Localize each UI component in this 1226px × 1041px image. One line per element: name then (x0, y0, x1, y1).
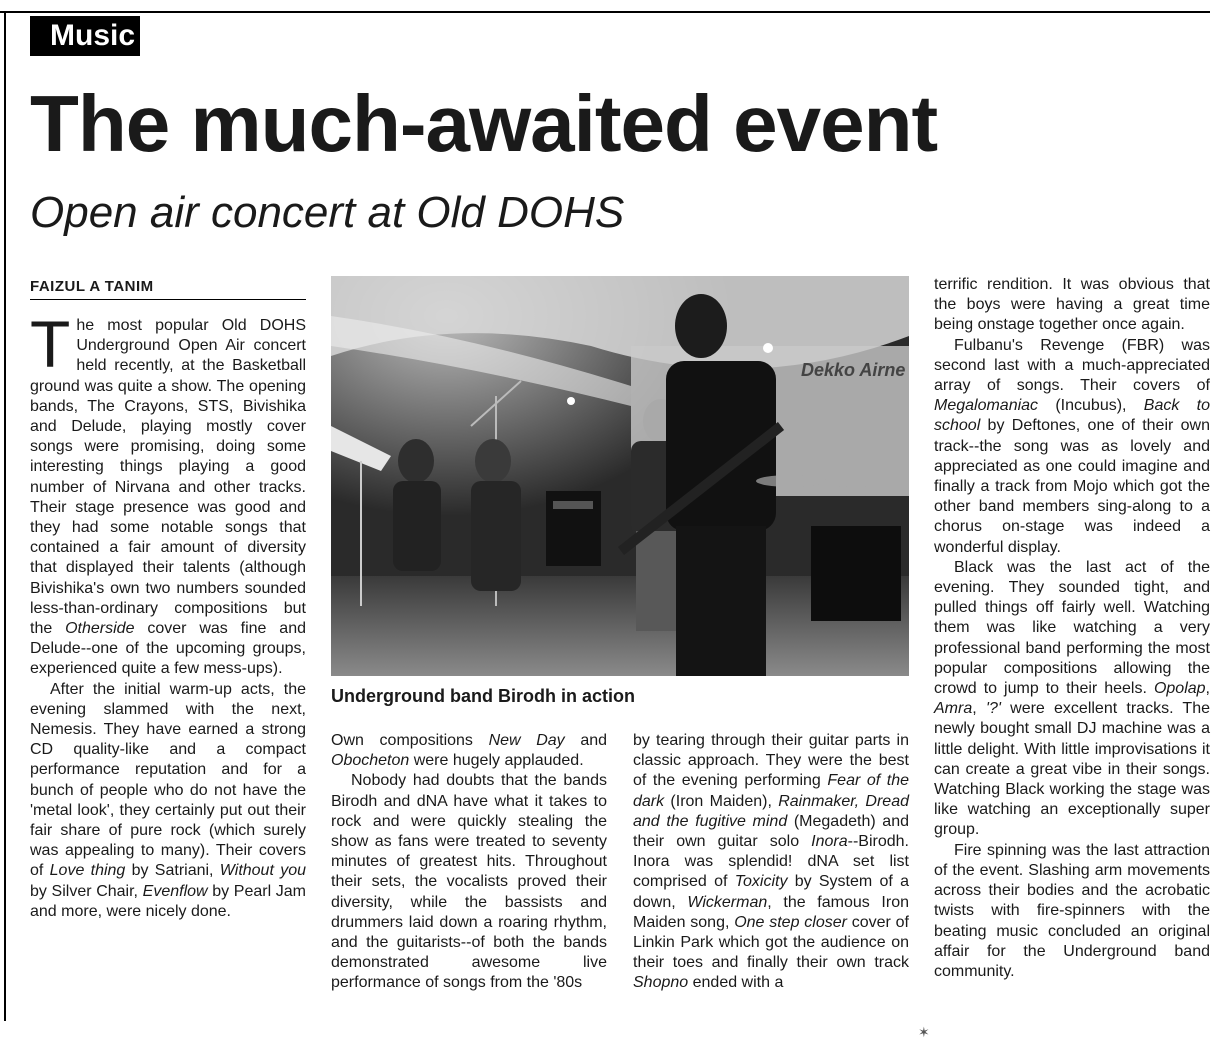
italic-title: One step closer (734, 913, 847, 931)
text-run: by tearing through their guitar parts in classic approach. They were the best of the evening performing (633, 732, 909, 790)
text-run: were hugely applauded. (409, 752, 584, 770)
italic-title: Opolap (1153, 680, 1206, 698)
drop-cap: T (30, 307, 71, 381)
paragraph (633, 731, 909, 994)
text-run: he most popular Old DOHS Underground Open Air concert held recently, at the Basketball ground was quite a show. The opening bands, The Crayons, STS, Bivishika and Delude, playing mostly cover songs were promising, doing some interesting things playing a good number of Nirvana and other tracks. Their stage presence was good and they had some notable songs that contained a fair amount of diversity that displayed their talents (although Bivishika's own two numbers sounded less-than-ordinary compositions but the (30, 317, 306, 638)
text-run: (Iron Maiden), (664, 792, 779, 810)
paragraph (30, 680, 306, 922)
text-run: by Silver Chair, (30, 882, 143, 900)
bottom-ornament-icon: ✶ (918, 1024, 930, 1040)
paragraph (934, 558, 1210, 841)
italic-title: New Day (488, 732, 565, 749)
text-run: terrific rendition. It was obvious that the boys were having a great time being onstage together once again. (934, 276, 1210, 334)
text-run: , (1205, 680, 1210, 698)
text-run: , (972, 700, 986, 718)
text-run: Own compositions (331, 732, 489, 749)
italic-title: Obocheton (331, 752, 410, 770)
text-run: (Megadeth) and their own guitar solo (633, 812, 909, 851)
byline: FAIZUL A TANIM (30, 278, 306, 300)
article-column-2 (331, 731, 607, 994)
headline: The much-awaited event (30, 79, 938, 168)
italic-title: Megalomaniac (934, 397, 1039, 415)
text-run: Fulbanu's Revenge (FBR) was second last with a much-appreciated array of songs. Their covers of (934, 336, 1210, 395)
text-run: cover was fine and Delude--one of the upcoming groups, experienced quite a few mess-ups). (30, 620, 306, 678)
text-run: --Birodh. Inora was splendid! dNA set list comprised of (633, 833, 909, 891)
italic-title: Shopno (633, 974, 689, 992)
band-on-stage-photo (331, 276, 909, 676)
text-run: , the famous Iron Maiden song, (633, 893, 910, 931)
paragraph (30, 307, 306, 680)
paragraph (934, 336, 1210, 558)
section-tag: Music (30, 16, 140, 56)
left-rule (4, 11, 6, 1021)
text-run: After the initial warm-up acts, the evening slammed with the next, Nemesis. They have earned a strong CD quality-like and a compact performance reputation and for a bunch of people who do not have the 'metal look', they certainly put out their fair share of pure rock (which surely was appealing to many). Their covers of (30, 680, 306, 880)
paragraph (331, 771, 607, 993)
text-run: ended with a (688, 974, 784, 992)
italic-title: Rainmaker, Dread and the fugitive mind (633, 792, 909, 830)
text-run: were excellent tracks. The newly bought small DJ machine was a little delight. With little improvisations it can create a great vibe in their songs. Watching Black working the stage was like watching an exceptionally super group. (934, 700, 1211, 839)
subheadline: Open air concert at Old DOHS (30, 188, 625, 237)
paragraph (934, 275, 1210, 336)
italic-title: '?' (985, 700, 1001, 718)
article-column-1 (30, 307, 306, 922)
backdrop-sign: Dekko Airne (801, 360, 906, 380)
text-run: Black was the last act of the evening. They sounded tight, and pulled things off fairly well. Watching them was like watching a very professional band performing the most popular compositions allowing the crowd to jump to their heels. (934, 558, 1210, 698)
paragraph (331, 731, 607, 771)
text-run: (Incubus), (1038, 397, 1144, 415)
text-run: cover of Linkin Park which got the audience on their toes and finally their own track (633, 913, 909, 972)
text-run: and (564, 732, 608, 749)
concert-photo (331, 276, 909, 676)
italic-title: Fear of the dark (633, 772, 910, 810)
italic-title: Without you (219, 862, 306, 880)
top-rule (0, 11, 1210, 13)
italic-title: Love thing (49, 862, 126, 880)
italic-title: Inora (811, 833, 848, 851)
photo-caption: Underground band Birodh in action (331, 686, 635, 706)
italic-title: Evenflow (142, 882, 208, 900)
text-run: Nobody had doubts that the bands Birodh and dNA have what it takes to rock and were quickly stealing the show as fans were treated to seventy minutes of greatest hits. Throughout their sets, the vocalists proved their diversity, while the bassists and drummers laid down a roaring rhythm, and the guitarists--of both the bands demonstrated awesome live performance of songs from the '80s (331, 772, 607, 992)
text-run: Fire spinning was the last attraction of the event. Slashing arm movements across their bodies and the acrobatic twists with fire-spinners with the beating music concluded an original affair for the Underground band community. (934, 841, 1210, 980)
text-run: by System of a down, (633, 873, 909, 911)
italic-title: Otherside (65, 620, 135, 638)
text-run: by Pearl Jam and more, were nicely done. (30, 882, 306, 920)
paragraph (934, 841, 1210, 982)
text-run: by Deftones, one of their own track--the song was as lovely and appreciated as one could imagine and finally a track from Mojo which got the other band members sing-along to a chorus on-stage was indeed a wonderful display. (934, 417, 1210, 556)
italic-title: Toxicity (734, 873, 788, 891)
italic-title: Amra (934, 700, 973, 718)
article-column-4 (934, 275, 1210, 982)
text-run: by Satriani, (125, 862, 220, 880)
italic-title: Wickerman (687, 893, 768, 911)
article-column-3 (633, 731, 909, 994)
italic-title: Back to school (934, 397, 1211, 435)
